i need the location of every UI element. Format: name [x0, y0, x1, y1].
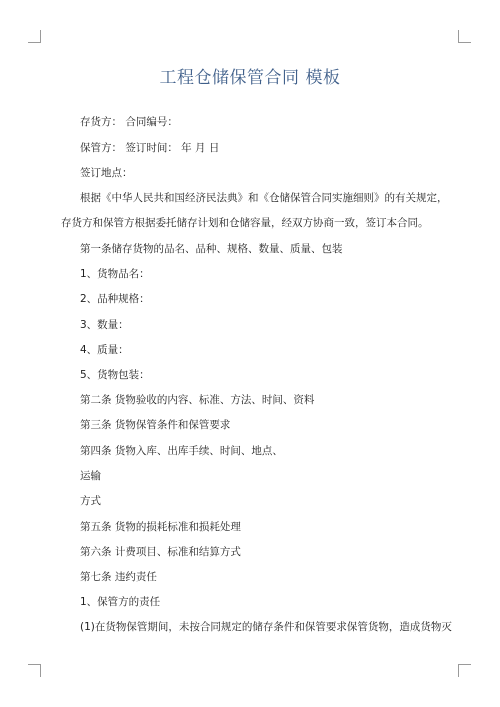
line-liability-1: 1、保管方的责任 — [80, 596, 161, 608]
line-article-5: 第五条 货物的损耗标准和损耗处理 — [80, 521, 241, 533]
line-liability-1-1: (1)在货物保管期间，未按合同规定的储存条件和保管要求保管货物，造成货物灭 — [80, 621, 452, 633]
line-item-2: 2、品种规格： — [80, 293, 150, 305]
crop-mark-top-right — [458, 30, 471, 43]
line-signing-place: 签订地点： — [80, 167, 133, 179]
line-item-3: 3、数量： — [80, 319, 129, 331]
line-article-4: 第四条 货物入库、出库手续、时间、地点、 — [80, 445, 283, 457]
line-item-1: 1、货物品名： — [80, 268, 150, 280]
line-custodian: 保管方： 签订时间： 年 月 日 — [80, 142, 220, 154]
line-item-5: 5、货物包装： — [80, 369, 150, 381]
crop-mark-bottom-right — [458, 664, 471, 677]
line-article-3: 第三条 货物保管条件和保管要求 — [80, 419, 231, 431]
line-article-1: 第一条储存货物的品名、品种、规格、数量、质量、包装 — [80, 243, 343, 255]
line-article-4-cont-1: 运输 — [80, 470, 101, 482]
crop-mark-bottom-left — [28, 664, 41, 677]
line-article-7: 第七条 违约责任 — [80, 571, 157, 583]
line-item-4: 4、质量： — [80, 344, 129, 356]
line-depositor: 存货方： 合同编号： — [80, 116, 178, 128]
crop-mark-top-left — [28, 30, 41, 43]
line-article-6: 第六条 计费项目、标准和结算方式 — [80, 546, 241, 558]
line-article-2: 第二条 货物验收的内容、标准、方法、时间、资料 — [80, 394, 315, 406]
line-preamble-2: 存货方和保管方根据委托储存计划和仓储容量，经双方协商一致，签订本合同。 — [61, 217, 429, 229]
line-preamble-1: 根据《中华人民共和国经济民法典》和《仓储保管合同实施细则》的有关规定， — [80, 192, 448, 204]
document-title: 工程仓储保管合同 模板 — [159, 68, 341, 88]
line-article-4-cont-2: 方式 — [80, 495, 101, 507]
